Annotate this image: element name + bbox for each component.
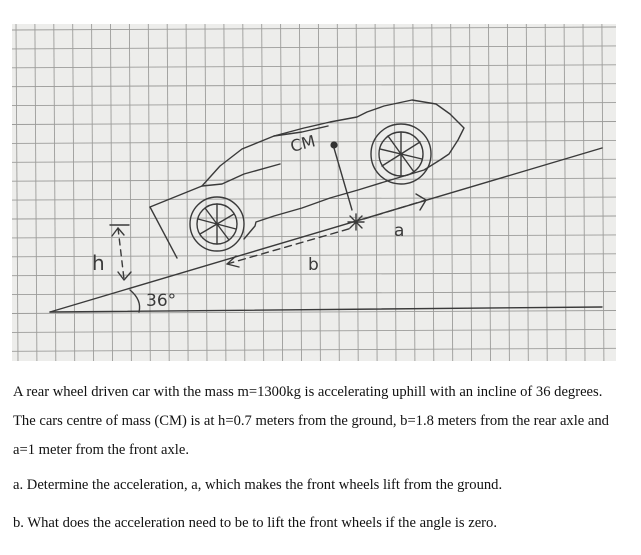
center-of-mass-label: CM [288,131,318,156]
car-incline-sketch [12,24,616,361]
dimension-h-label: h [92,251,105,275]
graph-paper-background [12,24,616,361]
question-b: b. What does the acceleration need to be to lift the front wheels if the angle is zero. [13,515,497,531]
question-a: a. Determine the acceleration, a, which makes the front wheels lift from the ground. [13,477,503,493]
dimension-a-label: a [394,221,405,241]
cm-ground-marker [348,214,364,230]
problem-statement: A rear wheel driven car with the mass m=1300kg is accelerating uphill with an incline of 36 degrees. The cars centre of mass (CM) is at h=0.7 meters from the ground, b=1.8 meters from the rear axle and a=1 meter from the front axle. [13,384,609,458]
dimension-b-label: b [308,255,319,275]
incline-angle-label: 36° [146,291,177,311]
